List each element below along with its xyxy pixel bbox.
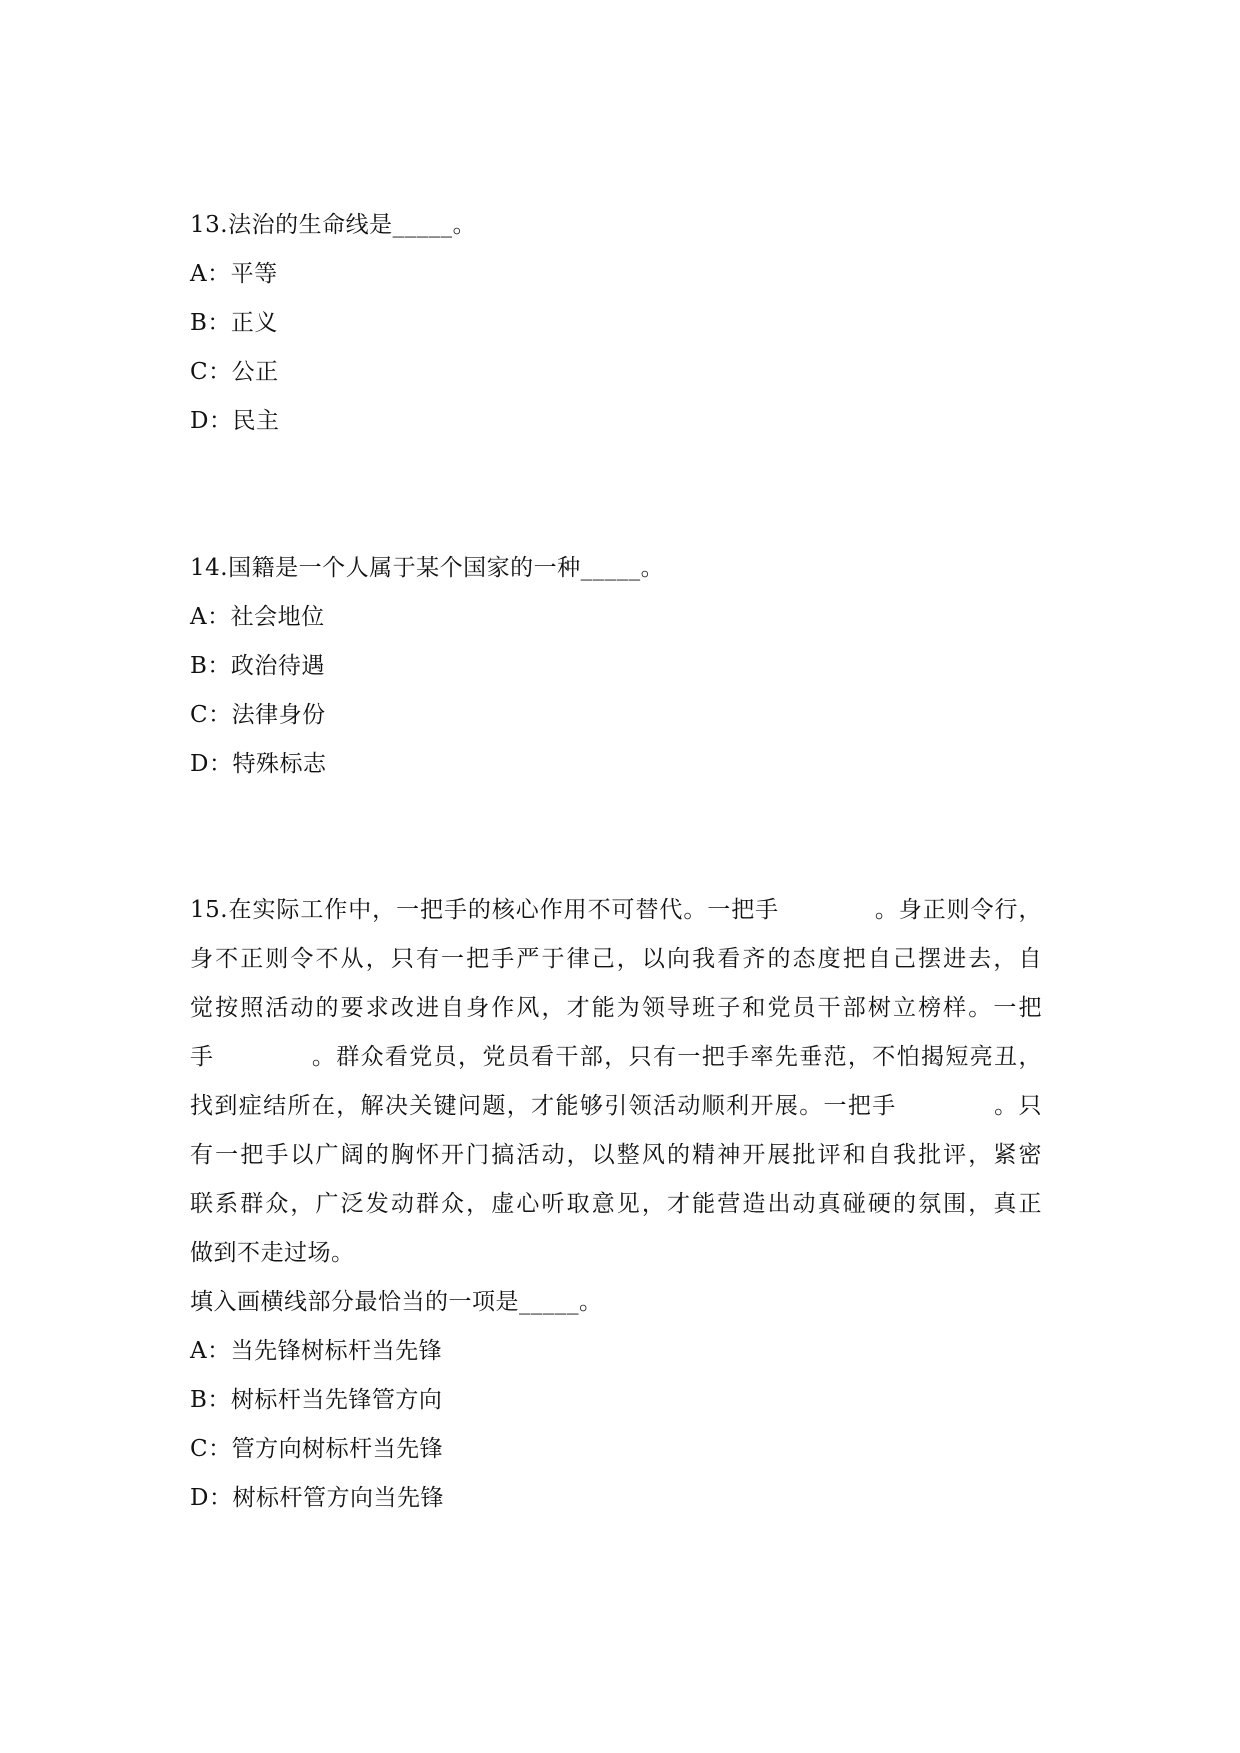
question-13-option-d: D：民主 (190, 408, 280, 434)
question-15-stem-line: 15.在实际工作中，一把手的核心作用不可替代。一把手 。身正则令行， (190, 897, 1042, 923)
question-15-stem-line: 做到不走过场。 (190, 1240, 355, 1266)
question-15-stem-line: 觉按照活动的要求改进自身作风，才能为领导班子和党员干部树立榜样。一把 (190, 995, 1042, 1021)
question-13-option-c: C：公正 (190, 359, 279, 385)
question-14-option-b: B：政治待遇 (190, 653, 325, 679)
question-15-option-d: D：树标杆管方向当先锋 (190, 1485, 444, 1511)
question-15-stem-line: 有一把手以广阔的胸怀开门搞活动，以整风的精神开展批评和自我批评，紧密 (190, 1142, 1042, 1168)
question-14-option-a: A：社会地位 (190, 604, 325, 630)
question-15-stem-line: 联系群众，广泛发动群众，虚心听取意见，才能营造出动真碰硬的氛围，真正 (190, 1191, 1042, 1217)
question-15-stem-line: 身不正则令不从，只有一把手严于律己，以向我看齐的态度把自己摆进去，自 (190, 946, 1042, 972)
question-13-option-b: B：正义 (190, 310, 278, 336)
question-14-stem: 14.国籍是一个人属于某个国家的一种_____。 (190, 555, 665, 581)
question-15-option-a: A：当先锋树标杆当先锋 (190, 1338, 443, 1364)
question-15-stem-line: 手 。群众看党员，党员看干部，只有一把手率先垂范，不怕揭短亮丑， (190, 1044, 1042, 1070)
question-13-stem: 13.法治的生命线是_____。 (190, 212, 477, 238)
question-15-option-c: C：管方向树标杆当先锋 (190, 1436, 444, 1462)
question-13-option-a: A：平等 (190, 261, 278, 287)
question-15-prompt: 填入画横线部分最恰当的一项是_____。 (190, 1289, 603, 1315)
question-15-option-b: B：树标杆当先锋管方向 (190, 1387, 443, 1413)
question-14-option-d: D：特殊标志 (190, 751, 327, 777)
question-15-stem-line: 找到症结所在，解决关键问题，才能够引领活动顺利开展。一把手 。只 (190, 1093, 1042, 1119)
question-14-option-c: C：法律身份 (190, 702, 326, 728)
